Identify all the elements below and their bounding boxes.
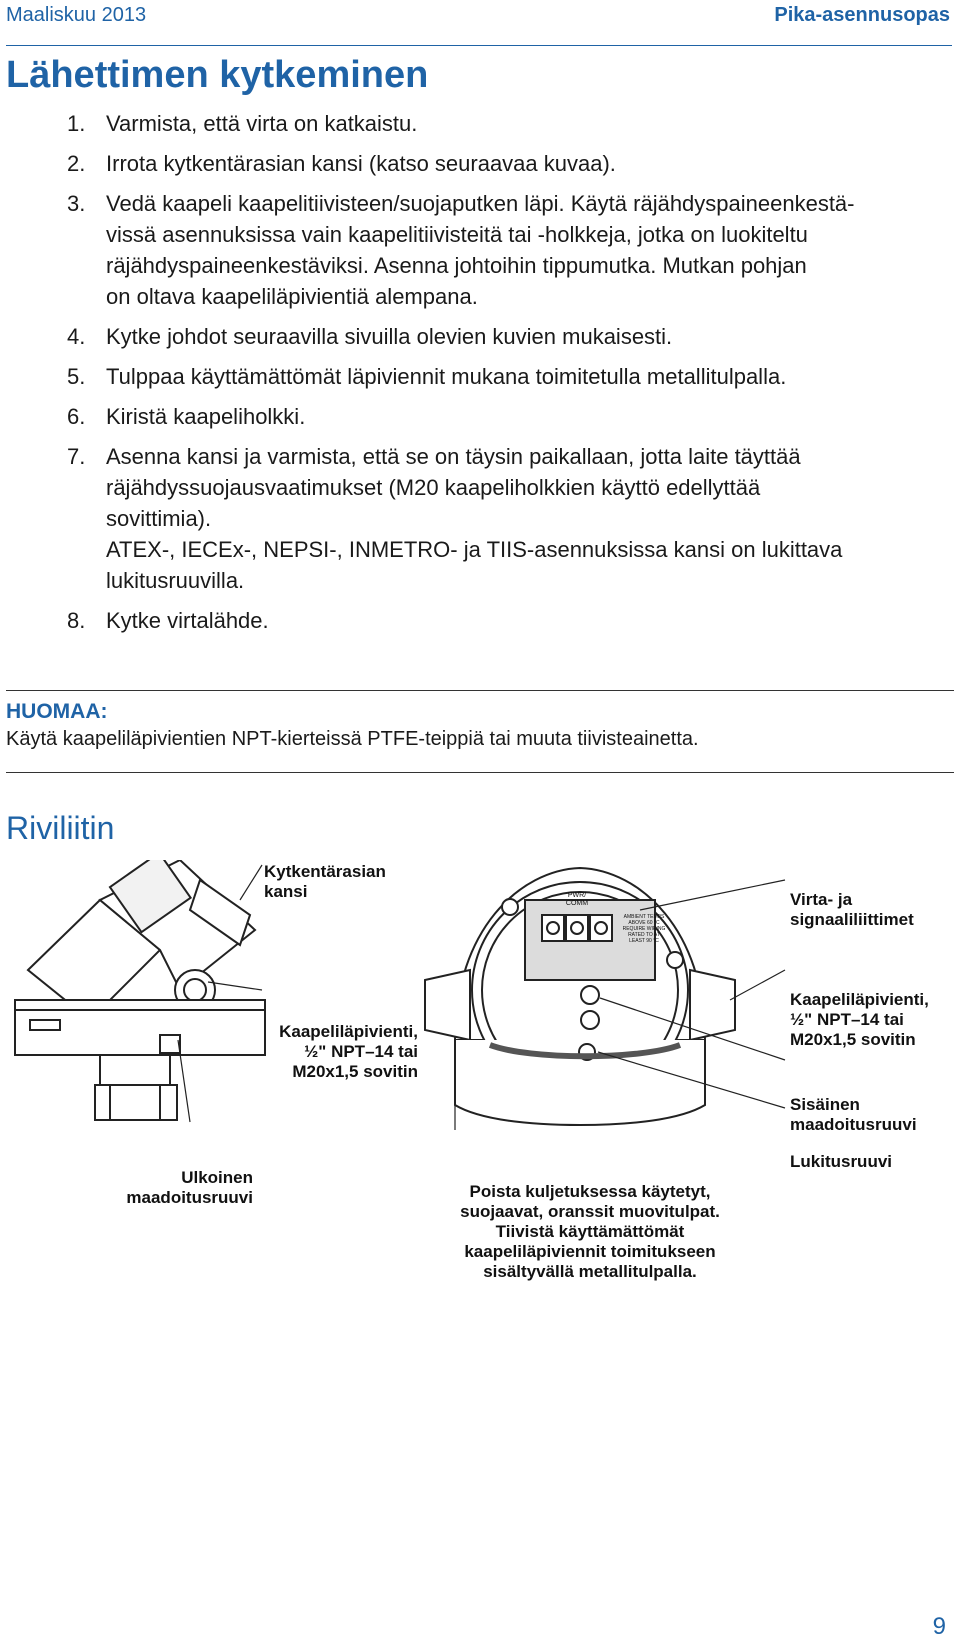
callout-external-ground: Ulkoinen maadoitusruuvi (126, 1168, 253, 1207)
step-number: 1. (67, 111, 86, 136)
step-text-line: ATEX-, IECEx-, NEPSI-, INMETRO- ja TIIS-asennuksissa kansi on lukittava (106, 537, 843, 562)
step-number: 6. (67, 404, 86, 429)
callout-conduit-left: Kaapeliläpivienti, ½" NPT–14 tai M20x1,5 sovitin (279, 1022, 418, 1081)
callout-internal-ground: Sisäinen maadoitusruuvi (790, 1095, 917, 1134)
step-item (60, 321, 920, 352)
callout-cover: Kytkentärasian kansi (264, 862, 386, 901)
step-text-line: lukitusruuvilla. (106, 568, 245, 593)
page-number: 9 (932, 1613, 946, 1640)
note-divider-bottom (6, 772, 954, 773)
warning-line-1: AMBIENT TEMPS (623, 914, 665, 920)
section-title: Lähettimen kytkeminen (6, 54, 429, 96)
step-text-line: on oltava kaapeliläpivientiä alempana. (106, 284, 478, 309)
step-text-line: Irrota kytkentärasian kansi (katso seuraavaa kuvaa). (106, 151, 616, 176)
warning-line-2: ABOVE 60 °C (628, 920, 660, 926)
step-text-line: Asenna kansi ja varmista, että se on täysin paikallaan, jotta laite täyttää (106, 444, 801, 469)
callout-terminals: Virta- ja signaaliliittimet (790, 890, 914, 929)
header-doc-title: Pika-asennusopas (774, 4, 950, 26)
step-number: 3. (67, 191, 86, 216)
step-number: 2. (67, 151, 86, 176)
step-text-line: Varmista, että virta on katkaistu. (106, 111, 418, 136)
step-text-line: Kiristä kaapeliholkki. (106, 404, 306, 429)
step-item (60, 605, 920, 636)
warning-line-4: RATED TO AT (628, 932, 660, 938)
step-text-line: räjähdyssuojausvaatimukset (M20 kaapeliholkkien käyttö edellyttää (106, 475, 761, 500)
step-item (60, 361, 920, 392)
callout-conduit-right: Kaapeliläpivienti, ½" NPT–14 tai M20x1,5 sovitin (790, 990, 929, 1049)
step-text-line: Vedä kaapeli kaapelitiivisteen/suojaputken läpi. Käytä räjähdyspaineenkestä- (106, 191, 855, 216)
step-text-line: sovittimia). (106, 506, 212, 531)
step-text-line: räjähdyspaineenkestäviksi. Asenna johtoihin tippumutka. Mutkan pohjan (106, 253, 807, 278)
step-item (60, 401, 920, 432)
step-number: 4. (67, 324, 86, 349)
step-number: 5. (67, 364, 86, 389)
step-text-line: Kytke johdot seuraavilla sivuilla olevien kuvien mukaisesti. (106, 324, 673, 349)
callout-plugs: Poista kuljetuksessa käytetyt, suojaavat, oranssit muovitulpat. Tiivistä käyttämättömät kaapeliläpiviennit toimitukseen sisältyvällä metallitulpalla. (460, 1182, 720, 1281)
note-text: Käytä kaapeliläpivientien NPT-kierteissä PTFE-teippiä tai muuta tiivisteainetta. (6, 728, 699, 750)
comm-label: COMM (565, 900, 589, 907)
step-number: 7. (67, 444, 86, 469)
callout-lock-screw: Lukitusruuvi (790, 1152, 893, 1171)
header-divider (6, 45, 952, 46)
warning-line-3: REQUIRE WIRING (622, 926, 666, 932)
step-item (60, 441, 920, 596)
step-item (60, 148, 920, 179)
warning-line-5: LEAST 90 °C (629, 938, 659, 944)
note-title: HUOMAA: (6, 700, 108, 723)
step-item (60, 108, 920, 139)
transmitter-side-view (15, 860, 265, 1120)
step-text-line: vissä asennuksissa vain kaapelitiivisteitä tai -holkkeja, jotka on luokiteltu (106, 222, 808, 247)
step-text-line: Tulppaa käyttämättömät läpiviennit mukana toimitetulla metallitulpalla. (106, 364, 787, 389)
step-number: 8. (67, 608, 86, 633)
header-date: Maaliskuu 2013 (6, 4, 147, 26)
pwr-label: PWR/ (567, 892, 587, 899)
step-item (60, 188, 920, 312)
subsection-title: Riviliitin (6, 810, 115, 846)
note-divider-top (6, 690, 954, 691)
steps-list (60, 108, 920, 645)
step-text-line: Kytke virtalähde. (106, 608, 269, 633)
